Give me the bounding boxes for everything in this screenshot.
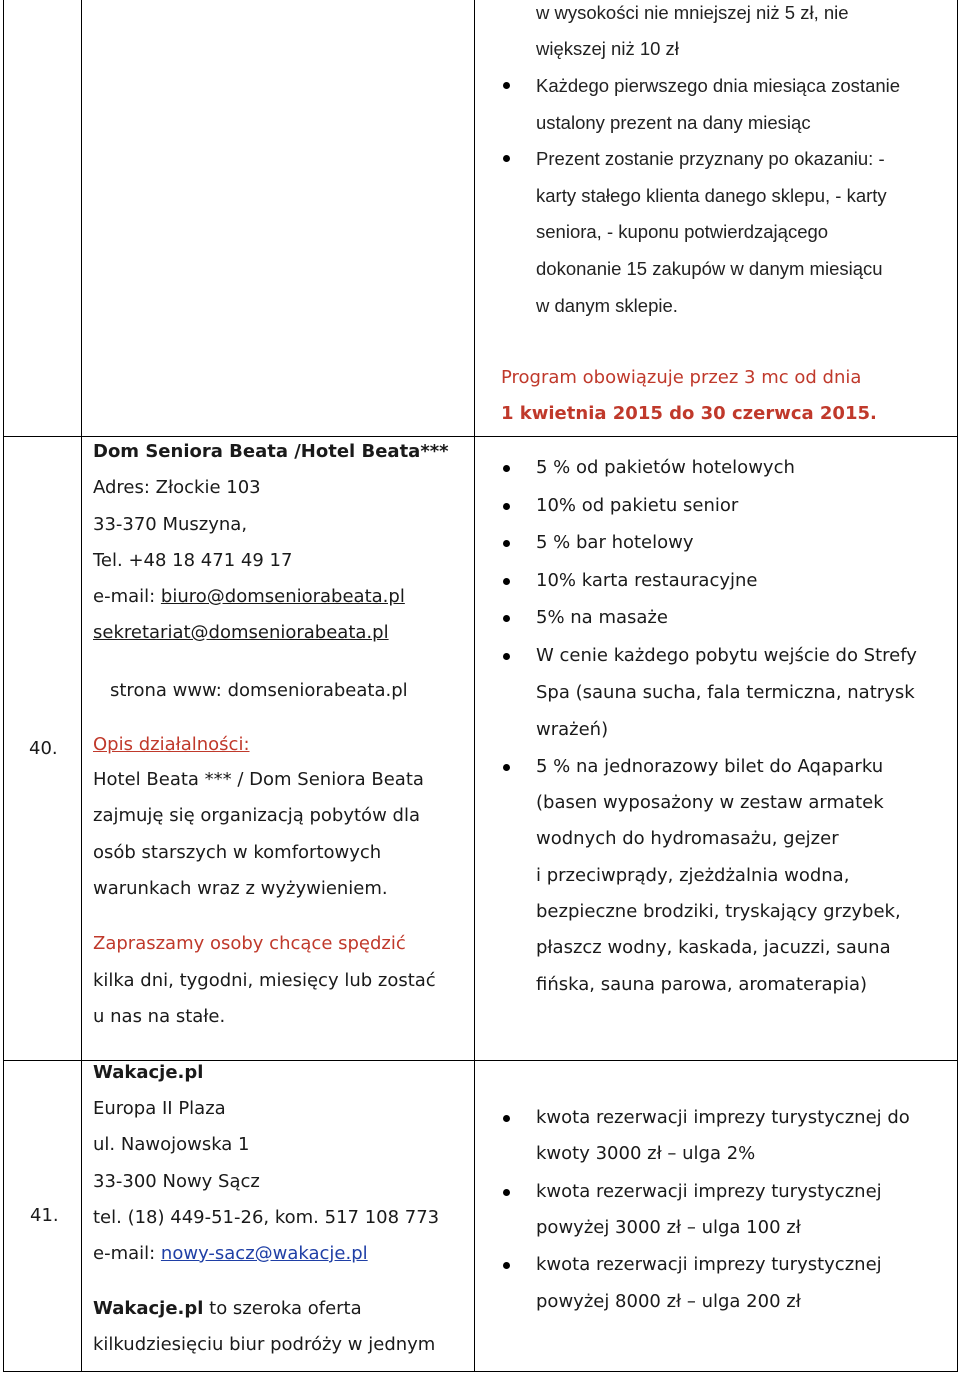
program-period-line1: Program obowiązuje przez 3 mc od dnia — [501, 367, 862, 388]
bullet-text: Prezent zostanie przyznany po okazaniu: - — [536, 148, 885, 169]
bullet-text: większej niż 10 zł — [536, 38, 679, 59]
email-link[interactable]: nowy-sacz@wakacje.pl — [160, 1243, 368, 1264]
company-postal: 33-300 Nowy Sącz — [93, 1171, 260, 1192]
description-line: osób starszych w komfortowych — [93, 842, 382, 863]
bullet-text: w wysokości nie mniejszej niż 5 zł, nie — [536, 2, 849, 23]
description-heading: Opis działalności: — [93, 734, 250, 755]
description-rest: to szeroka oferta — [203, 1298, 362, 1319]
program-period-line2: 1 kwietnia 2015 do 30 czerwca 2015. — [501, 403, 877, 424]
bullet-text: karty stałego klienta danego sklepu, - karty — [536, 185, 887, 206]
bullet-icon — [503, 1115, 510, 1122]
bullet-icon — [503, 615, 510, 622]
row-divider-40-41 — [3, 1060, 958, 1061]
discount-item: (basen wyposażony w zestaw armatek — [536, 792, 884, 813]
discount-item: 5 % bar hotelowy — [536, 532, 694, 553]
discount-item: 5 % na jednorazowy bilet do Aqaparku — [536, 756, 884, 777]
company-phone: tel. (18) 449-51-26, kom. 517 108 773 — [93, 1207, 440, 1228]
bullet-icon — [503, 1262, 510, 1269]
company-name: Dom Seniora Beata /Hotel Beata*** — [93, 441, 449, 462]
bullet-icon — [503, 578, 510, 585]
email-label: e-mail: — [93, 1243, 161, 1264]
company-phone: Tel. +48 18 471 49 17 — [93, 550, 293, 571]
company-name: Wakacje.pl — [93, 1062, 204, 1083]
invite-line: u nas na stałe. — [93, 1006, 226, 1027]
discount-item: 5 % od pakietów hotelowych — [536, 457, 795, 478]
table-border-col2 — [474, 0, 475, 1372]
bullet-icon — [503, 1189, 510, 1196]
table-border-bottom — [3, 1371, 958, 1372]
description-brand: Wakacje.pl — [93, 1298, 204, 1319]
row-number: 41. — [30, 1205, 59, 1226]
email-label: e-mail: — [93, 586, 161, 607]
company-postal: 33-370 Muszyna, — [93, 514, 248, 535]
bullet-text: ustalony prezent na dany miesiąc — [536, 112, 811, 133]
bullet-text: Każdego pierwszego dnia miesiąca zostanie — [536, 75, 901, 96]
description-line: warunkach wraz z wyżywieniem. — [93, 878, 388, 899]
table-border-left — [3, 0, 4, 1372]
company-email-line — [93, 587, 405, 607]
company-place: Europa II Plaza — [93, 1098, 226, 1119]
description-line: Hotel Beata *** / Dom Seniora Beata — [93, 769, 424, 790]
email-link-secondary[interactable]: sekretariat@domseniorabeata.pl — [93, 622, 389, 643]
table-border-right — [957, 0, 958, 1372]
company-website: strona www: domseniorabeata.pl — [110, 680, 408, 701]
company-address: Adres: Złockie 103 — [93, 477, 261, 498]
bullet-text: dokonanie 15 zakupów w danym miesiącu — [536, 258, 883, 279]
bullet-text: w danym sklepie. — [536, 295, 678, 316]
discount-item: kwota rezerwacji imprezy turystycznej do — [536, 1107, 910, 1128]
discount-item: kwoty 3000 zł – ulga 2% — [536, 1143, 756, 1164]
discount-item: fińska, sauna parowa, aromaterapia) — [536, 974, 868, 995]
table-border-col1 — [81, 0, 82, 1372]
bullet-icon — [503, 503, 510, 510]
discount-item: wodnych do hydromasażu, gejzer — [536, 828, 839, 849]
discount-item: i przeciwprądy, zjeżdżalnia wodna, — [536, 865, 850, 886]
discount-item: 5% na masaże — [536, 607, 668, 628]
discount-item: kwota rezerwacji imprezy turystycznej — [536, 1254, 882, 1275]
discount-item: powyżej 8000 zł – ulga 200 zł — [536, 1291, 801, 1312]
discount-item: bezpieczne brodziki, tryskający grzybek, — [536, 901, 901, 922]
discount-item: płaszcz wodny, kaskada, jacuzzi, sauna — [536, 937, 891, 958]
company-street: ul. Nawojowska 1 — [93, 1134, 250, 1155]
invite-line: Zapraszamy osoby chcące spędzić — [93, 933, 406, 954]
bullet-icon — [503, 82, 510, 89]
bullet-text: seniora, - kuponu potwierdzającego — [536, 221, 829, 242]
bullet-icon — [503, 465, 510, 472]
discount-item: W cenie każdego pobytu wejście do Strefy — [536, 645, 917, 666]
discount-item: Spa (sauna sucha, fala termiczna, natrysk — [536, 682, 915, 703]
description-line — [93, 1299, 362, 1319]
bullet-icon — [503, 764, 510, 771]
discount-item: 10% od pakietu senior — [536, 495, 739, 516]
row-number: 40. — [29, 738, 58, 759]
company-email-line — [93, 1244, 368, 1264]
description-line: zajmuję się organizacją pobytów dla — [93, 805, 420, 826]
bullet-icon — [503, 540, 510, 547]
email-link[interactable]: biuro@domseniorabeata.pl — [160, 586, 405, 607]
discount-item: 10% karta restauracyjne — [536, 570, 758, 591]
row-divider-39-40 — [3, 436, 958, 437]
invite-line: kilka dni, tygodni, miesięcy lub zostać — [93, 970, 436, 991]
description-line: kilkudziesięciu biur podróży w jednym — [93, 1334, 436, 1355]
discount-item: wrażeń) — [536, 719, 609, 740]
bullet-icon — [503, 155, 510, 162]
discount-item: kwota rezerwacji imprezy turystycznej — [536, 1181, 882, 1202]
discount-item: powyżej 3000 zł – ulga 100 zł — [536, 1217, 801, 1238]
bullet-icon — [503, 653, 510, 660]
